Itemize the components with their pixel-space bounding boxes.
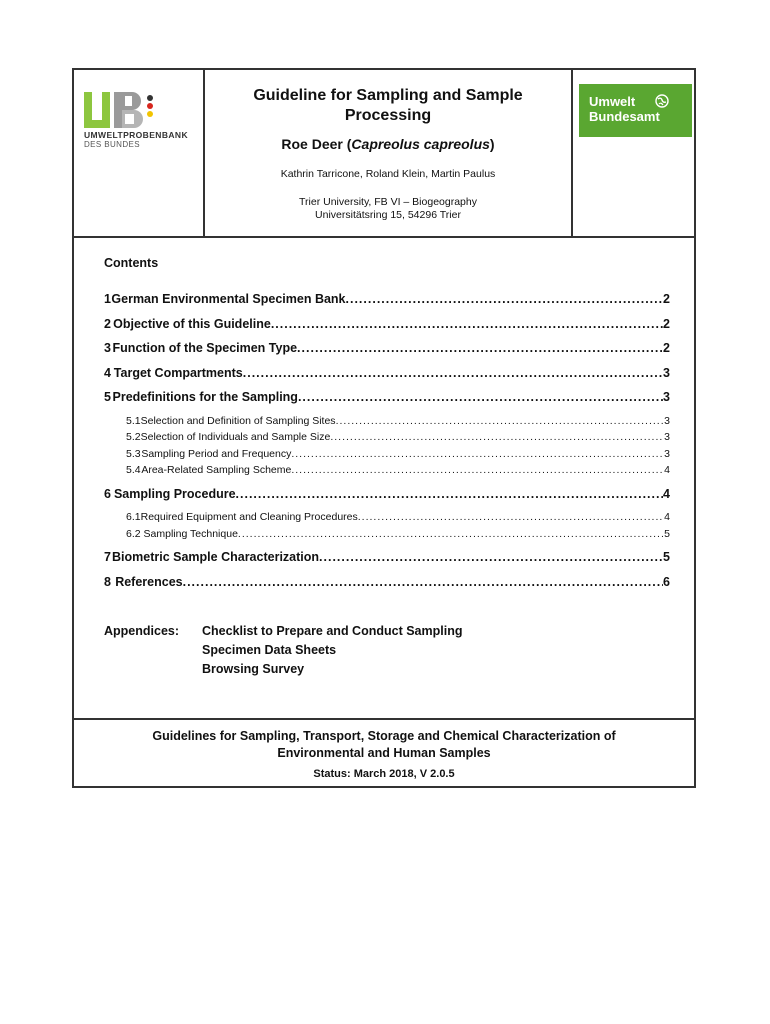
footer-section [74,718,694,788]
institution [205,196,571,222]
document-frame [72,68,696,788]
toc-page: 6 [663,574,670,589]
uba-logo [579,84,692,137]
toc-leader [291,464,664,476]
toc-title: Sampling Period and Frequency [141,447,292,460]
table-of-contents [104,292,670,599]
toc-leader [346,292,664,306]
toc-entry[interactable] [104,292,670,317]
appendix-item: Browsing Survey [202,662,305,676]
toc-page: 4 [664,511,670,523]
toc-subentry[interactable] [104,464,670,481]
toc-page: 3 [664,414,670,427]
document-title [205,86,571,126]
series-title-line-2: Environmental and Human Samples [277,746,491,760]
header-table [74,70,694,238]
toc-title: Sampling Technique [143,527,238,540]
toc-entry[interactable] [104,575,670,600]
toc-leader [236,487,664,501]
uba-logo-line-1: Umwelt [589,94,636,109]
toc-number: 5.4 [126,464,141,476]
document-status: Status: March 2018, V 2.0.5 [313,768,455,780]
toc-subentry[interactable] [104,528,670,545]
toc-title: Required Equipment and Cleaning Procedures [140,511,358,523]
uba-logo-line-2: Bundesamt [589,109,660,124]
toc-page: 5 [663,550,670,564]
toc-number: 1 [104,292,111,306]
toc-leader [291,448,664,460]
toc-title: Predefinitions for the Sampling [112,390,298,404]
toc-number: 8 [104,574,111,589]
toc-leader [330,431,664,443]
toc-title: Area-Related Sampling Scheme [141,464,292,476]
toc-leader [358,511,664,523]
appendices-list [202,624,542,681]
upb-logo-name: UMWELTPROBENBANK [84,130,188,140]
toc-number: 5 [104,390,111,404]
toc-title: References [115,574,183,589]
institution-line-2: Universitätsring 15, 54296 Trier [315,209,461,221]
toc-number: 5.1 [126,414,141,427]
toc-entry[interactable] [104,366,670,391]
toc-page: 2 [663,316,670,331]
toc-title: German Environmental Specimen Bank [111,292,346,306]
toc-leader [298,390,663,404]
globe-icon [655,94,669,108]
toc-leader [336,415,665,427]
toc-title: Sampling Procedure [113,486,236,501]
toc-page: 3 [664,447,670,460]
toc-page: 2 [663,341,670,355]
toc-title: Target Compartments [113,365,243,380]
toc-leader [243,366,663,380]
toc-number: 5.3 [126,447,141,460]
toc-title: Selection of Individuals and Sample Size [140,431,331,443]
toc-leader [238,528,664,540]
appendix-item: Specimen Data Sheets [202,643,337,657]
toc-page: 2 [663,292,670,306]
species-heading [205,136,571,152]
toc-title: Objective of this Guideline [113,316,271,331]
toc-page: 5 [664,527,670,540]
toc-number: 5.2 [126,431,141,443]
species-common-name: Roe Deer ( [281,136,352,152]
toc-number: 6.1 [126,511,141,523]
toc-page: 3 [664,431,670,443]
toc-page: 4 [664,464,670,476]
toc-page: 3 [663,390,670,404]
institution-line-1: Trier University, FB VI – Biogeography [299,196,477,208]
species-close-paren: ) [489,136,495,152]
contents-heading: Contents [104,256,159,270]
toc-number: 2 [104,316,111,331]
toc-subentry[interactable] [104,415,670,432]
species-latin-name: Capreolus capreolus [351,136,490,152]
upb-logo-cell [74,70,205,236]
toc-number: 6 [104,486,111,501]
authors: Kathrin Tarricone, Roland Klein, Martin Paulus [280,168,496,180]
toc-title: Biometric Sample Characterization [112,550,320,564]
toc-title: Function of the Specimen Type [112,341,298,355]
toc-leader [297,341,663,355]
toc-subentry[interactable] [104,511,670,528]
toc-number: 4 [104,365,111,380]
toc-subentry[interactable] [104,448,670,465]
title-line-1: Guideline for Sampling and Sample [253,87,523,104]
toc-entry[interactable] [104,550,670,575]
title-line-2: Processing [344,107,432,124]
toc-leader [319,550,663,564]
toc-number: 3 [104,341,111,355]
toc-entry[interactable] [104,487,670,512]
toc-page: 4 [663,486,670,501]
toc-subentry[interactable] [104,431,670,448]
series-title-line-1: Guidelines for Sampling, Transport, Storage and Chemical Characterization of [152,729,616,743]
toc-title: Selection and Definition of Sampling Sites [140,414,336,427]
title-cell [205,70,571,236]
series-title [74,728,694,762]
toc-number: 7 [104,550,111,564]
appendices-label: Appendices: [104,624,180,638]
upb-logo-icon [84,92,164,128]
toc-number: 6.2 [126,527,141,540]
uba-logo-cell [571,70,696,236]
toc-entry[interactable] [104,341,670,366]
toc-page: 3 [663,365,670,380]
toc-leader [271,317,663,331]
toc-entry[interactable] [104,317,670,342]
toc-leader [183,575,663,589]
toc-entry[interactable] [104,390,670,415]
upb-logo-subname: DES BUNDES [84,140,141,149]
appendix-item: Checklist to Prepare and Conduct Sampling [202,624,463,638]
